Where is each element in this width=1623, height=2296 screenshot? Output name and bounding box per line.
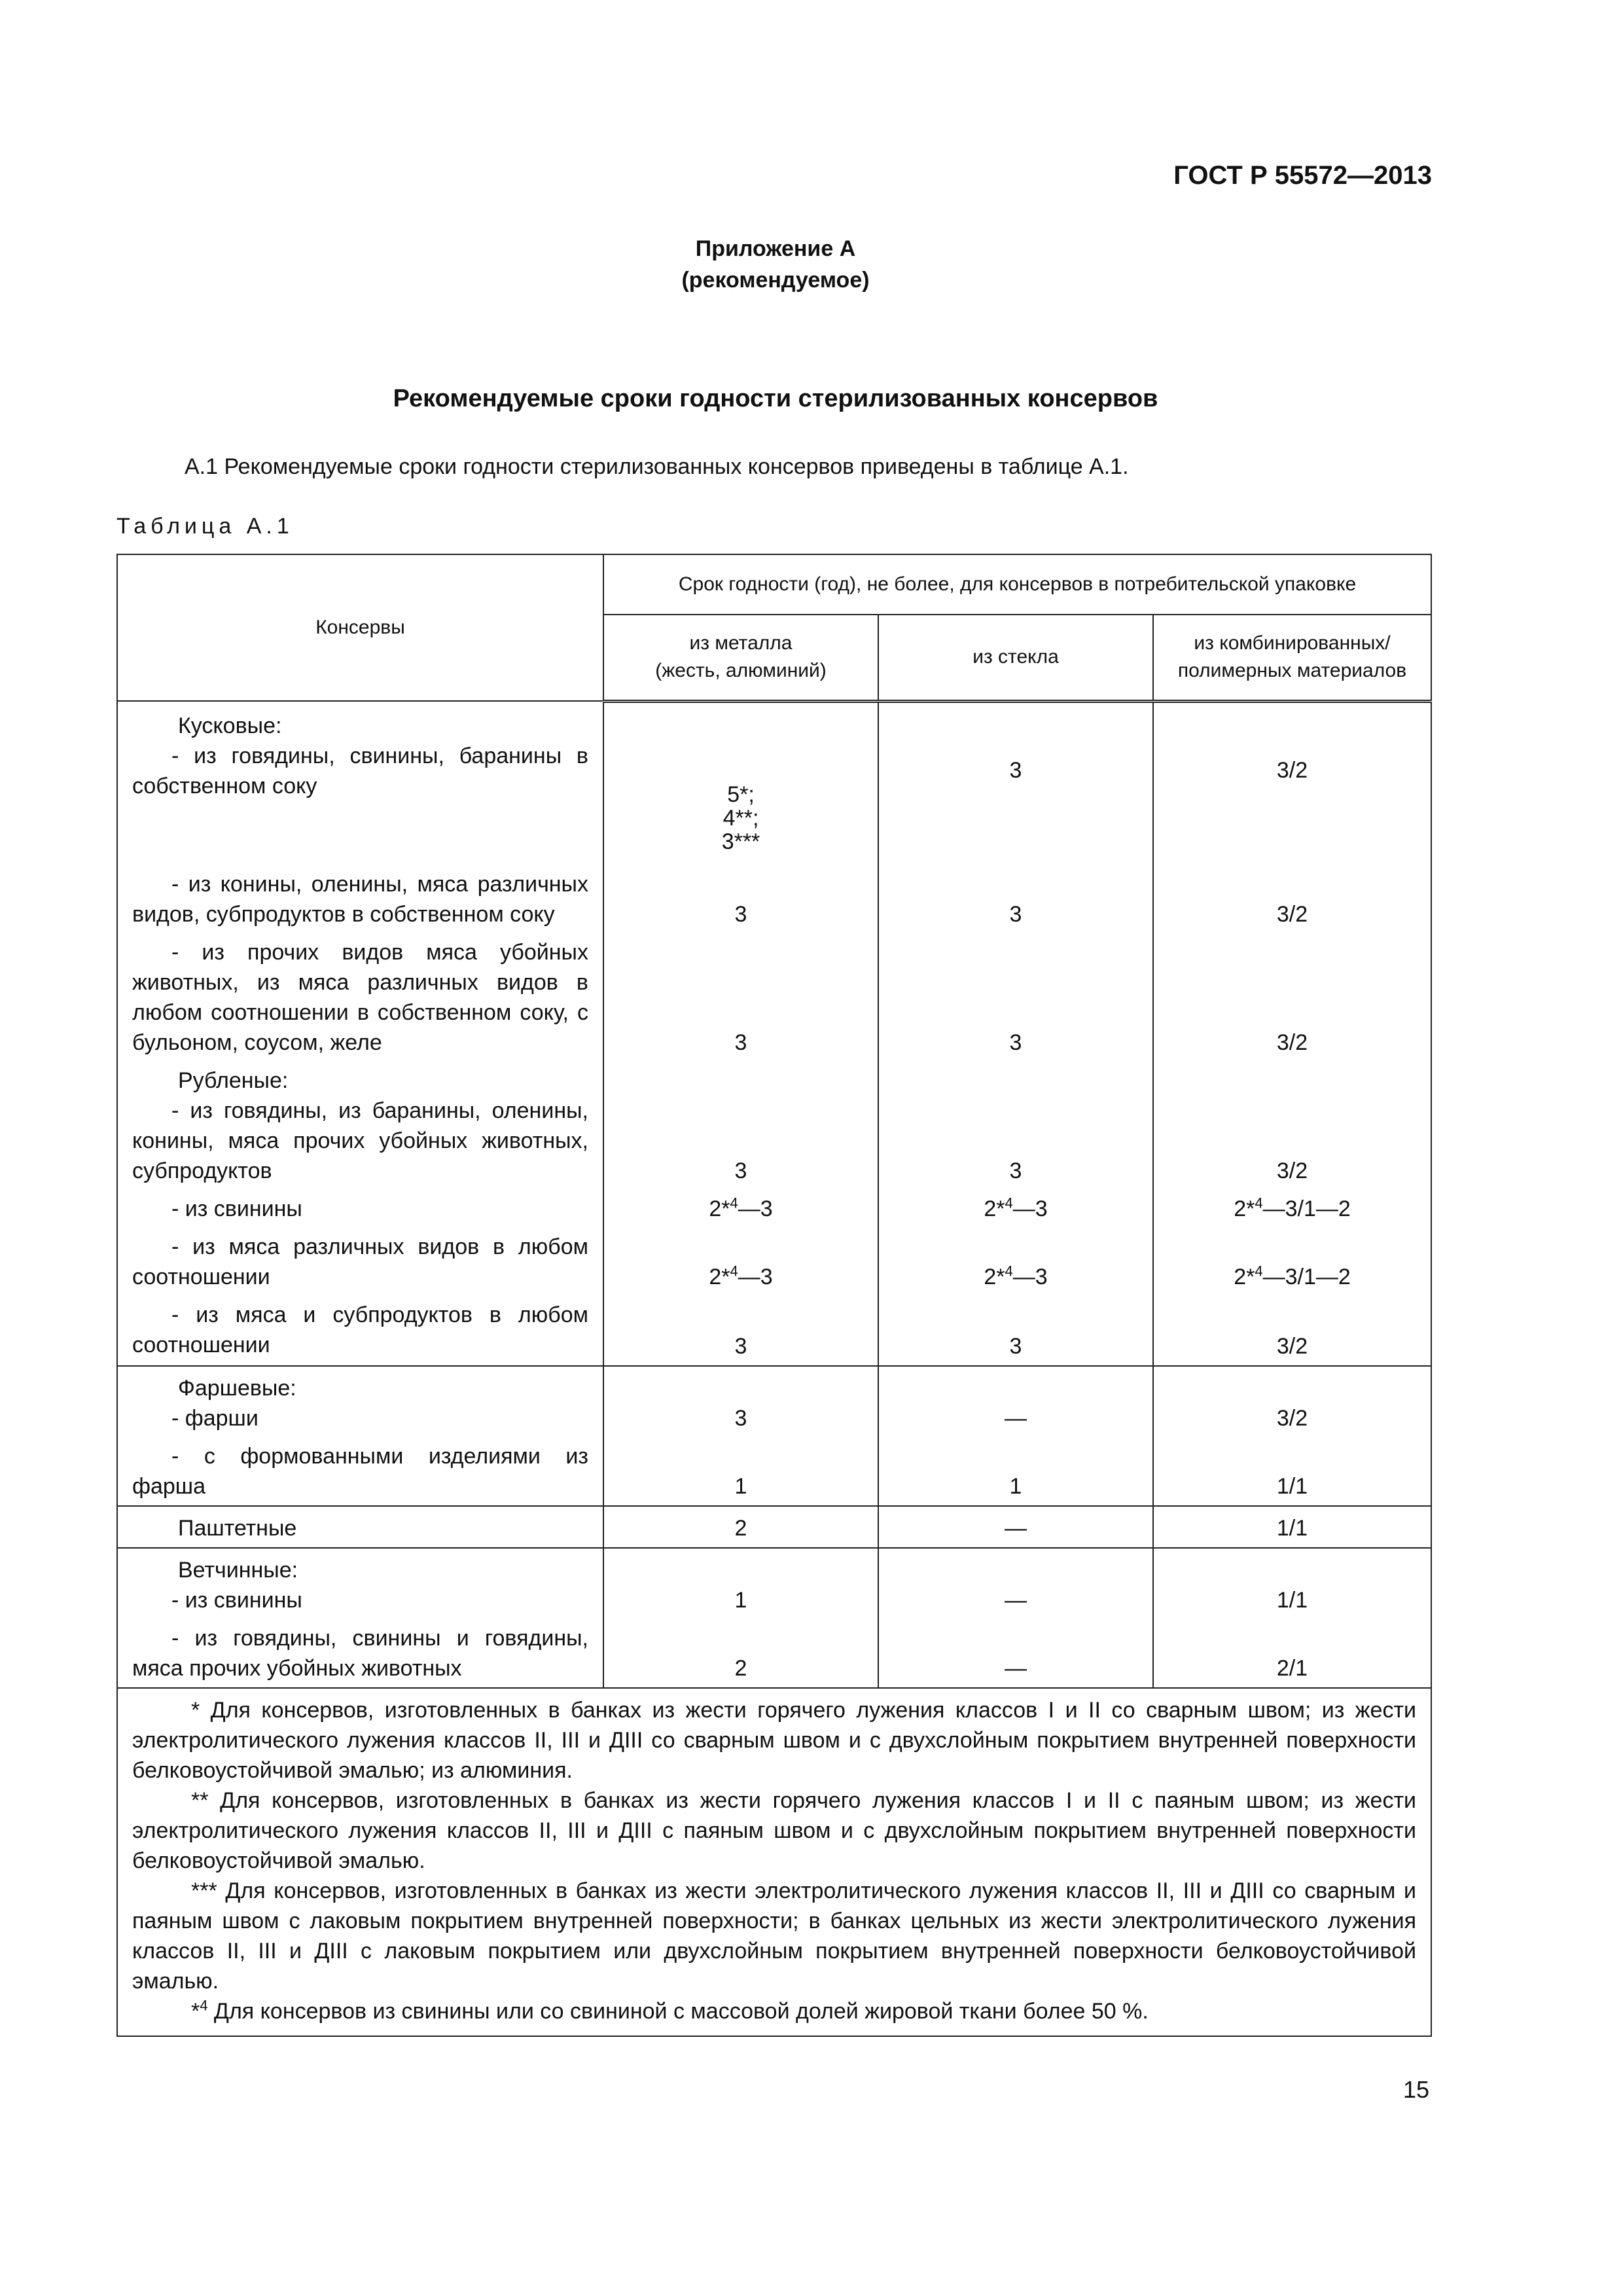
table-row bbox=[117, 1296, 1431, 1366]
table-caption: Таблица А.1 bbox=[116, 514, 294, 539]
cell-glass: 3 bbox=[878, 1296, 1153, 1366]
header-combined: из комбинированных/ полимерных материалов bbox=[1153, 615, 1431, 701]
cell-combined: 1/1 bbox=[1153, 1548, 1431, 1619]
row-label: Паштетные bbox=[117, 1506, 603, 1548]
cell-metal: 2 bbox=[603, 1619, 878, 1688]
page-number: 15 bbox=[1402, 2076, 1429, 2103]
cell-metal: 5*; 4**; 3*** bbox=[603, 701, 878, 865]
cell-metal: 2 bbox=[603, 1506, 878, 1548]
header-products: Консервы bbox=[117, 554, 603, 701]
row-label: Рубленые: - из говядины, из баранины, оленины, конины, мяса прочих убойных животных, субпродуктов bbox=[117, 1062, 603, 1190]
cell-metal: 3 bbox=[603, 933, 878, 1062]
cell-glass: 1 bbox=[878, 1437, 1153, 1506]
appendix-title: Приложение А bbox=[695, 236, 856, 261]
cell-metal: 3 bbox=[603, 865, 878, 933]
cell-combined: 3/2 bbox=[1153, 701, 1431, 865]
footnote-4: *$^4$ Для консервов из свинины или со свининой с массовой долей жировой ткани более 50 %. bbox=[191, 1997, 1149, 2024]
cell-combined: 1/1 bbox=[1153, 1437, 1431, 1506]
cell-glass: 2*$^4$—3 bbox=[878, 1228, 1153, 1296]
cell-glass: 3 bbox=[878, 1062, 1153, 1190]
cell-metal: 3 bbox=[603, 1062, 878, 1190]
shelf-life-table bbox=[116, 554, 1432, 2037]
row-label: - из мяса и субпродуктов в любом соотношении bbox=[117, 1296, 603, 1366]
cell-glass: — bbox=[878, 1619, 1153, 1688]
row-label: - из мяса различных видов в любом соотношении bbox=[117, 1228, 603, 1296]
cell-combined: 2/1 bbox=[1153, 1619, 1431, 1688]
cell-combined: 1/1 bbox=[1153, 1506, 1431, 1548]
row-label: Кусковые: - из говядины, свинины, баранины в собственном соку bbox=[117, 701, 603, 865]
table-row bbox=[117, 1548, 1431, 1619]
table-row bbox=[117, 933, 1431, 1062]
cell-combined: 3/2 bbox=[1153, 1062, 1431, 1190]
cell-metal: 3 bbox=[603, 1366, 878, 1437]
table-row bbox=[117, 1506, 1431, 1548]
cell-metal: 3 bbox=[603, 1296, 878, 1366]
footnote-3: *** Для консервов, изготовленных в банках из жести электролитического лужения классов II, III и ДIII со сварным и паяным швом с лаковым покрытием внутренней поверхности; в банках цельных из жести электролитического лужения классов II, III и ДIII с лаковым покрытием или двухслойным покрытием внутренней поверхности белковоустойчивой эмалью. bbox=[132, 1878, 1417, 1994]
cell-glass: 2*$^4$—3 bbox=[878, 1190, 1153, 1228]
cell-combined: 3/2 bbox=[1153, 933, 1431, 1062]
cell-combined: 2*$^4$—3/1—2 bbox=[1153, 1190, 1431, 1228]
cell-glass: — bbox=[878, 1366, 1153, 1437]
cell-metal: 1 bbox=[603, 1437, 878, 1506]
table-row bbox=[117, 1366, 1431, 1437]
intro-paragraph: А.1 Рекомендуемые сроки годности стерилизованных консервов приведены в таблице А.1. bbox=[185, 454, 1129, 479]
table-row bbox=[117, 701, 1431, 865]
appendix-subtitle: (рекомендуемое) bbox=[681, 268, 870, 293]
table-footnotes bbox=[117, 1688, 1431, 2036]
row-label: - из конины, оленины, мяса различных видов, субпродуктов в собственном соку bbox=[117, 865, 603, 933]
row-label: Фаршевые: - фарши bbox=[117, 1366, 603, 1437]
cell-metal: 2*$^4$—3 bbox=[603, 1228, 878, 1296]
cell-combined: 3/2 bbox=[1153, 1296, 1431, 1366]
cell-glass: — bbox=[878, 1548, 1153, 1619]
cell-combined: 3/2 bbox=[1153, 1366, 1431, 1437]
table-row bbox=[117, 1437, 1431, 1506]
footnote-1: * Для консервов, изготовленных в банках из жести горячего лужения классов I и II со сварным швом; из жести электролитического лужения классов II, III и ДIII со сварным швом и с двухслойным покрытием внутренней поверхности белковоустойчивой эмалью; из алюминия. bbox=[132, 1698, 1417, 1783]
cell-glass: — bbox=[878, 1506, 1153, 1548]
cell-metal: 2*$^4$—3 bbox=[603, 1190, 878, 1228]
table-row bbox=[117, 1688, 1431, 2036]
table-row bbox=[117, 1062, 1431, 1190]
header-glass: из стекла bbox=[878, 615, 1153, 701]
cell-combined: 3/2 bbox=[1153, 865, 1431, 933]
table-row bbox=[117, 1619, 1431, 1688]
cell-combined: 2*$^4$—3/1—2 bbox=[1153, 1228, 1431, 1296]
row-label: - из прочих видов мяса убойных животных, из мяса различных видов в любом соотношении в собственном соку, с бульоном, соусом, желе bbox=[117, 933, 603, 1062]
footnote-2: ** Для консервов, изготовленных в банках из жести горячего лужения классов I и II с паяным швом; из жести электролитического лужения классов II, III и ДIII с паяным швом и с двухслойным покрытием внутренней поверхности белковоустойчивой эмалью. bbox=[132, 1788, 1417, 1873]
table-row bbox=[117, 1190, 1431, 1228]
header-shelf-life-group: Срок годности (год), не более, для консервов в потребительской упаковке bbox=[603, 554, 1431, 615]
document-code: ГОСТ Р 55572—2013 bbox=[1173, 161, 1432, 190]
row-label: Ветчинные: - из свинины bbox=[117, 1548, 603, 1619]
row-label: - из говядины, свинины и говядины, мяса прочих убойных животных bbox=[117, 1619, 603, 1688]
cell-metal: 1 bbox=[603, 1548, 878, 1619]
cell-glass: 3 bbox=[878, 865, 1153, 933]
table-row bbox=[117, 1228, 1431, 1296]
header-metal: из металла (жесть, алюминий) bbox=[603, 615, 878, 701]
row-label: - из свинины bbox=[117, 1190, 603, 1228]
cell-glass: 3 bbox=[878, 933, 1153, 1062]
cell-glass: 3 bbox=[878, 701, 1153, 865]
row-label: - с формованными изделиями из фарша bbox=[117, 1437, 603, 1506]
section-heading: Рекомендуемые сроки годности стерилизованных консервов bbox=[393, 385, 1158, 412]
table-row bbox=[117, 865, 1431, 933]
